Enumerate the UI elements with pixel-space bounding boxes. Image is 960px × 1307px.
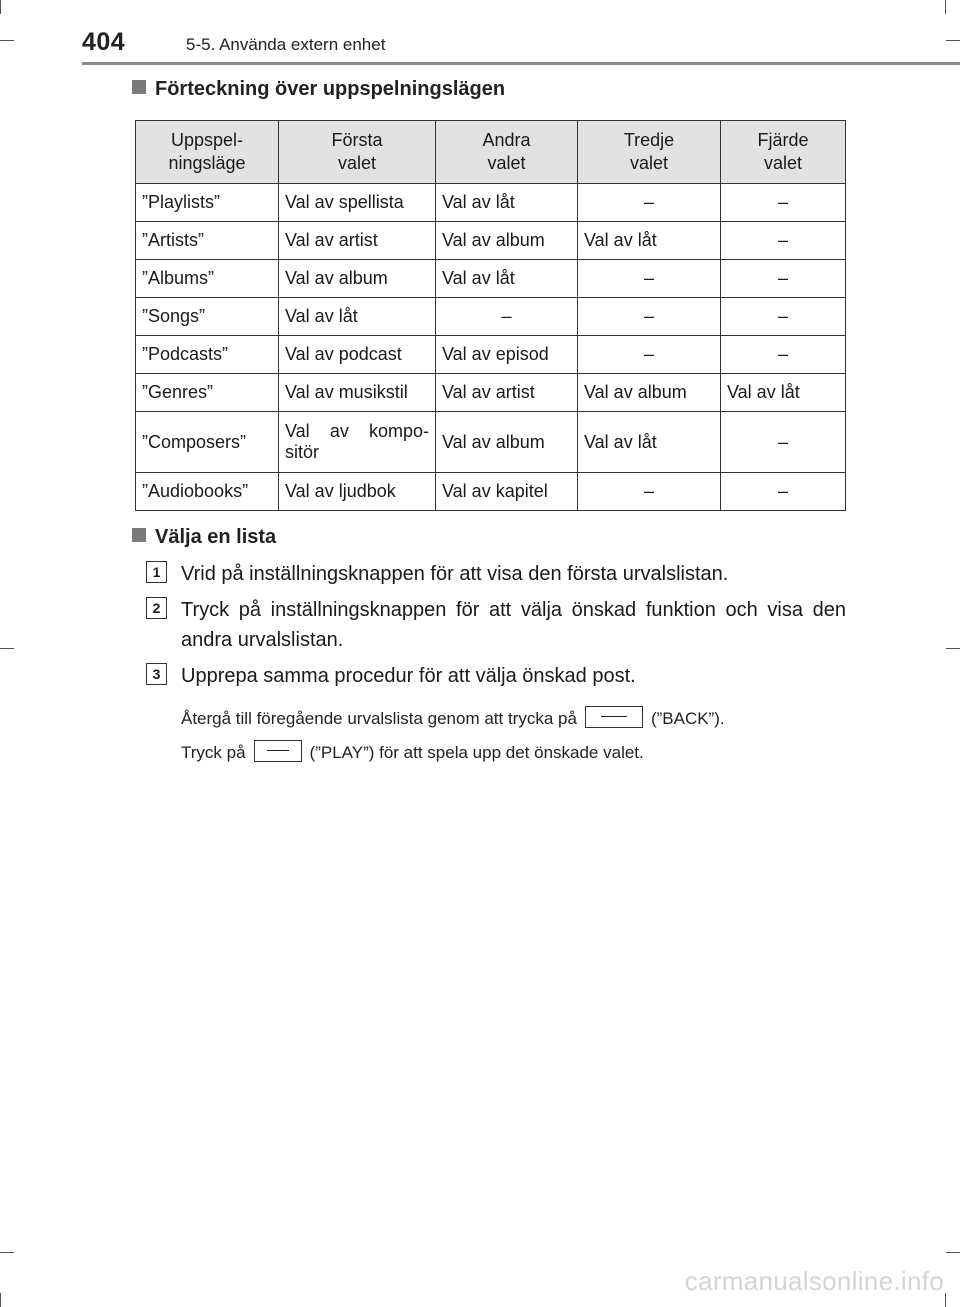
step-text: Upprepa samma procedur för att välja önskad post. xyxy=(181,665,636,687)
table-cell: Val av artist xyxy=(279,222,436,260)
table-cell: Val av låt xyxy=(436,260,578,298)
table-cell: Val av låt xyxy=(436,184,578,222)
table-cell: ”Audiobooks” xyxy=(136,473,279,511)
column-header: Andra valet xyxy=(436,121,578,184)
table-cell: ”Podcasts” xyxy=(136,336,279,374)
table-cell: – xyxy=(721,260,846,298)
step-number: 1 xyxy=(146,561,167,583)
note-text: Tryck på xyxy=(181,743,246,762)
note-text: Återgå till föregående urvalslista genom att trycka på xyxy=(181,709,577,728)
note-text: (”PLAY”) för att spela upp det önskade valet. xyxy=(309,743,644,762)
table-row xyxy=(136,260,846,298)
table-row xyxy=(136,473,846,511)
table-cell: ”Composers” xyxy=(136,412,279,473)
table-cell: – xyxy=(721,184,846,222)
table-cell: Val av ljudbok xyxy=(279,473,436,511)
step-text: Vrid på inställningsknappen för att visa den första urvalslistan. xyxy=(181,563,729,585)
table-cell: – xyxy=(436,298,578,336)
table-cell: ”Albums” xyxy=(136,260,279,298)
table-cell: – xyxy=(721,298,846,336)
table-cell: ”Playlists” xyxy=(136,184,279,222)
back-note xyxy=(181,706,725,729)
heading-text: Förteckning över uppspelningslägen xyxy=(155,78,506,100)
dash-icon xyxy=(601,716,627,717)
table-row xyxy=(136,374,846,412)
crop-mark xyxy=(0,1293,1,1307)
table-cell: Val av album xyxy=(279,260,436,298)
crop-mark xyxy=(0,0,1,14)
table-cell: – xyxy=(578,336,721,374)
table-cell: – xyxy=(578,473,721,511)
crop-mark xyxy=(946,648,960,649)
step-item xyxy=(146,661,846,691)
square-bullet-icon xyxy=(132,80,146,94)
select-list-heading xyxy=(132,526,276,549)
crop-mark xyxy=(945,0,946,14)
crop-mark xyxy=(0,1252,14,1253)
table-cell: Val av album xyxy=(578,374,721,412)
heading-text: Välja en lista xyxy=(155,526,277,548)
table-row xyxy=(136,184,846,222)
table-cell: Val av album xyxy=(436,412,578,473)
table-cell: Val av episod xyxy=(436,336,578,374)
note-text: (”BACK”). xyxy=(650,709,725,728)
playback-modes-heading xyxy=(132,78,505,101)
step-item xyxy=(146,595,846,655)
page-header xyxy=(82,26,960,66)
play-button-icon xyxy=(254,740,302,762)
table-row xyxy=(136,412,846,473)
table-cell: – xyxy=(721,336,846,374)
table-cell: Val av kapitel xyxy=(436,473,578,511)
table-cell: – xyxy=(578,184,721,222)
table-cell: ”Artists” xyxy=(136,222,279,260)
square-bullet-icon xyxy=(132,528,146,542)
step-number: 3 xyxy=(146,663,167,685)
table-row xyxy=(136,222,846,260)
table-header-row xyxy=(136,121,846,184)
watermark: carmanualsonline.info xyxy=(684,1266,944,1296)
step-number: 2 xyxy=(146,597,167,619)
table-cell: – xyxy=(721,222,846,260)
column-header: Fjärde valet xyxy=(721,121,846,184)
play-note xyxy=(181,740,644,763)
table-row xyxy=(136,298,846,336)
table-cell: Val av album xyxy=(436,222,578,260)
header-rule xyxy=(82,62,960,65)
step-text: Tryck på inställningsknappen för att välja önskad funktion och visa den andra urvalslistan. xyxy=(181,599,846,651)
table-cell: Val av kompo-sitör xyxy=(279,412,436,473)
table-cell: Val av artist xyxy=(436,374,578,412)
table-cell: Val av låt xyxy=(721,374,846,412)
playback-modes-table xyxy=(135,120,846,511)
page-number: 404 xyxy=(82,28,126,56)
column-header: Första valet xyxy=(279,121,436,184)
table-row xyxy=(136,336,846,374)
table-cell: Val av spellista xyxy=(279,184,436,222)
column-header: Uppspel- ningsläge xyxy=(136,121,279,184)
table-cell: – xyxy=(578,260,721,298)
step-item xyxy=(146,559,846,589)
crop-mark xyxy=(0,40,14,41)
table-cell: Val av podcast xyxy=(279,336,436,374)
table-cell: ”Genres” xyxy=(136,374,279,412)
table-cell: Val av musikstil xyxy=(279,374,436,412)
table-cell: Val av låt xyxy=(578,412,721,473)
crop-mark xyxy=(0,648,14,649)
back-button-icon xyxy=(585,706,643,728)
section-title: 5-5. Använda extern enhet xyxy=(186,35,386,54)
table-cell: – xyxy=(578,298,721,336)
table-cell: Val av låt xyxy=(578,222,721,260)
column-header: Tredje valet xyxy=(578,121,721,184)
table-cell: – xyxy=(721,412,846,473)
crop-mark xyxy=(945,1293,946,1307)
table-cell: ”Songs” xyxy=(136,298,279,336)
table-cell: Val av låt xyxy=(279,298,436,336)
dash-icon xyxy=(267,750,289,751)
crop-mark xyxy=(946,1252,960,1253)
table-cell: – xyxy=(721,473,846,511)
